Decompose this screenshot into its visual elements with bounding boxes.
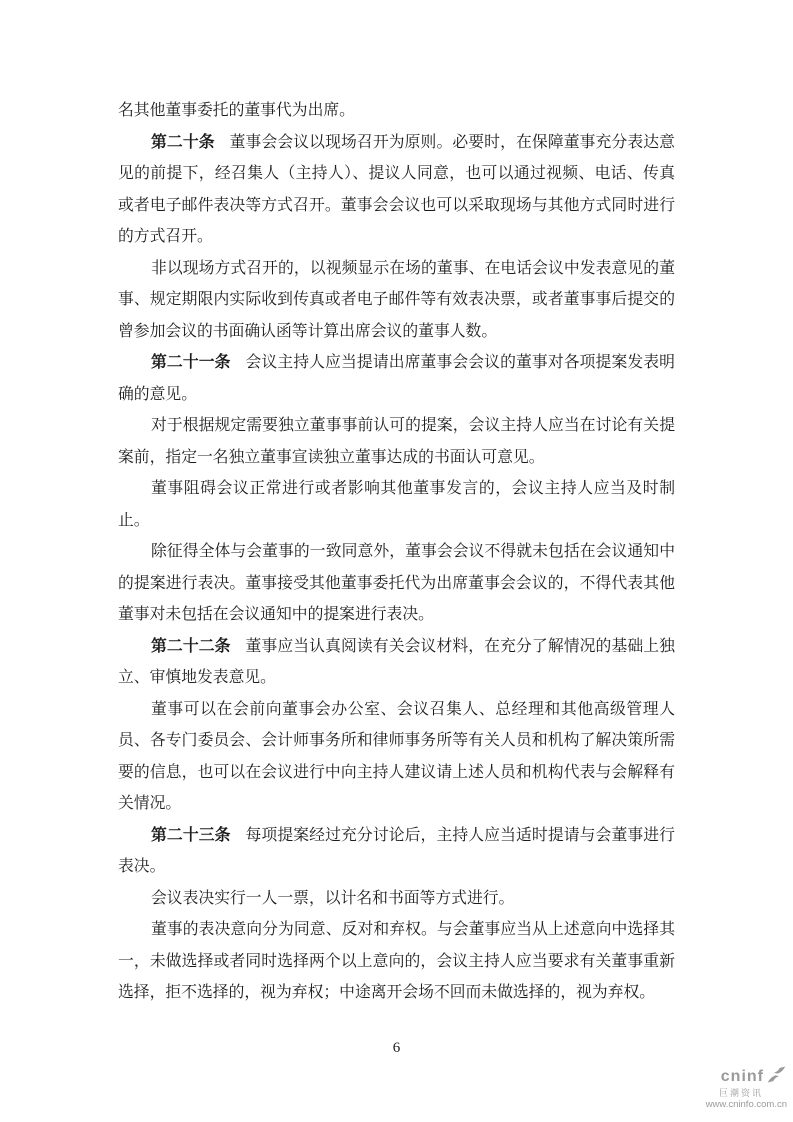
paragraph (118, 347, 675, 410)
paragraph (118, 536, 675, 631)
paragraph-text: 董事应当认真阅读有关会议材料，在充分了解情况的基础上独立、审慎地发表意见。 (118, 637, 675, 686)
paragraph-text: 对于根据规定需要独立董事事前认可的提案，会议主持人应当在讨论有关提案前，指定一名独立董事宣读独立董事达成的书面认可意见。 (118, 417, 675, 466)
article-number: 第二十条 (151, 133, 215, 151)
cninfo-watermark (679, 1066, 789, 1111)
article-number: 第二十二条 (151, 637, 231, 655)
cninfo-site-name: 巨潮资讯 (718, 1088, 763, 1098)
paragraph (118, 95, 675, 127)
cninfo-site-url: www.cninfo.com.cn (705, 1099, 787, 1110)
cninfo-swirl-icon (766, 1066, 787, 1088)
paragraph-text: 会议表决实行一人一票，以计名和书面等方式进行。 (151, 889, 515, 907)
paragraph-text: 名其他董事委托的董事代为出席。 (118, 102, 355, 119)
paragraph (118, 631, 675, 694)
paragraph-text: 董事的表决意向分为同意、反对和弃权。与会董事应当从上述意向中选择其一，未做选择或者同时选择两个以上意向的，会议主持人应当要求有关董事重新选择，拒不选择的，视为弃权；中途离开会场不回而未做选择的，视为弃权。 (118, 921, 675, 1001)
paragraph-text: 会议主持人应当提请出席董事会会议的董事对各项提案发表明确的意见。 (118, 354, 675, 403)
page-number: 6 (392, 1040, 401, 1056)
paragraph-text: 董事阻碍会议正常进行或者影响其他董事发言的，会议主持人应当及时制止。 (118, 480, 675, 529)
paragraph (118, 473, 675, 536)
paragraph (118, 914, 675, 1009)
paragraph (118, 820, 675, 883)
paragraph (118, 253, 675, 348)
article-number: 第二十三条 (151, 826, 231, 844)
paragraph (118, 883, 675, 915)
paragraph (118, 410, 675, 473)
paragraph-text: 除征得全体与会董事的一致同意外，董事会会议不得就未包括在会议通知中的提案进行表决。董事接受其他董事委托代为出席董事会会议的，不得代表其他董事对未包括在会议通知中的提案进行表决。 (118, 543, 675, 623)
cninfo-logo-text: cninf (720, 1068, 764, 1085)
cninfo-watermark-top (679, 1066, 789, 1088)
paragraph (118, 694, 675, 820)
paragraph-text: 每项提案经过充分讨论后，主持人应当适时提请与会董事进行表决。 (118, 826, 675, 875)
document-body (118, 95, 675, 1009)
article-number: 第二十一条 (151, 354, 231, 371)
paragraph (118, 127, 675, 253)
paragraph-text: 董事会会议以现场召开为原则。必要时，在保障董事充分表达意见的前提下，经召集人（主持人）、提议人同意，也可以通过视频、电话、传真或者电子邮件表决等方式召开。董事会会议也可以采取现场与其他方式同时进行的方式召开。 (118, 133, 675, 245)
paragraph-text: 董事可以在会前向董事会办公室、会议召集人、总经理和其他高级管理人员、各专门委员会、会计师事务所和律师事务所等有关人员和机构了解决策所需要的信息，也可以在会议进行中向主持人建议请上述人员和机构代表与会解释有关情况。 (118, 700, 675, 812)
paragraph-text: 非以现场方式召开的，以视频显示在场的董事、在电话会议中发表意见的董事、规定期限内实际收到传真或者电子邮件等有效表决票，或者董事事后提交的曾参加会议的书面确认函等计算出席会议的董事人数。 (118, 259, 675, 340)
